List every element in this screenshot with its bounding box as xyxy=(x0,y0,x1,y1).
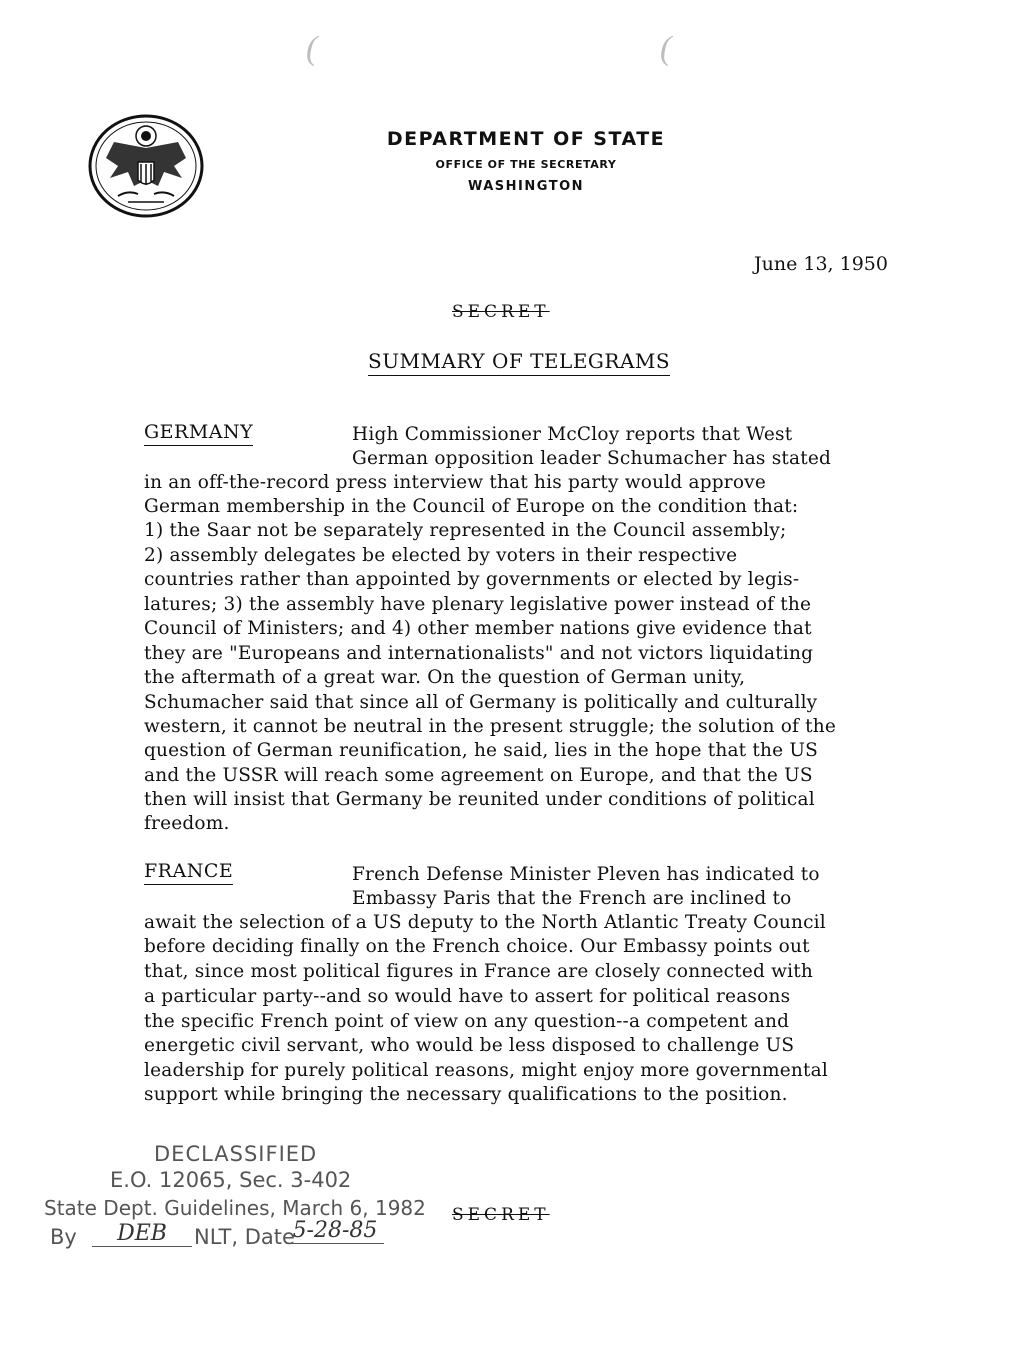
germany-line: question of German reunification, he said, lies in the hope that the US xyxy=(144,740,819,761)
declassified-stamp-guidelines: State Dept. Guidelines, March 6, 1982 xyxy=(44,1196,426,1220)
germany-line: 2) assembly delegates be elected by voters in their respective xyxy=(144,545,738,566)
letterhead-city: WASHINGTON xyxy=(467,179,585,194)
france-line: a particular party--and so would have to assert for political reasons xyxy=(144,986,791,1007)
germany-line: and the USSR will reach some agreement on Europe, and that the US xyxy=(144,765,813,786)
france-line: leadership for purely political reasons, might enjoy more governmental xyxy=(144,1060,828,1081)
declassified-stamp-by-label: By xyxy=(50,1225,77,1249)
germany-line: German membership in the Council of Europe on the condition that: xyxy=(144,496,799,517)
france-line: Embassy Paris that the French are inclined to xyxy=(352,888,792,909)
declassified-stamp-date: 5-28-85 xyxy=(286,1218,384,1244)
germany-line: western, it cannot be neutral in the present struggle; the solution of the xyxy=(144,716,837,737)
germany-line: then will insist that Germany be reunited under conditions of political xyxy=(144,789,815,810)
germany-line: they are "Europeans and internationalists" and not victors liquidating xyxy=(144,643,814,664)
declassified-stamp-nlt-label: NLT, Date xyxy=(194,1225,295,1249)
classification-bottom: SECRET xyxy=(452,1205,550,1225)
germany-line: German opposition leader Schumacher has stated xyxy=(352,448,832,469)
france-line: the specific French point of view on any question--a competent and xyxy=(144,1011,790,1032)
france-line: that, since most political figures in France are closely connected with xyxy=(144,961,813,982)
section-label-germany: GERMANY xyxy=(144,421,253,446)
germany-line: 1) the Saar not be separately represented in the Council assembly; xyxy=(144,520,787,541)
scan-mark-right: ( xyxy=(660,30,672,67)
document-date: June 13, 1950 xyxy=(754,253,888,275)
germany-line: High Commissioner McCloy reports that West xyxy=(352,424,793,445)
germany-line: Schumacher said that since all of Germany is politically and culturally xyxy=(144,692,818,713)
section-label-france: FRANCE xyxy=(144,860,233,885)
germany-line: the aftermath of a great war. On the question of German unity, xyxy=(144,667,746,688)
france-line: energetic civil servant, who would be less disposed to challenge US xyxy=(144,1035,795,1056)
germany-line: countries rather than appointed by governments or elected by legis- xyxy=(144,569,800,590)
declassified-stamp-heading: DECLASSIFIED xyxy=(154,1142,318,1166)
document-title: SUMMARY OF TELEGRAMS xyxy=(368,349,670,376)
declassified-stamp-initials: DEB xyxy=(92,1221,192,1247)
classification-top: SECRET xyxy=(452,302,550,322)
letterhead-department: DEPARTMENT OF STATE xyxy=(386,128,666,150)
department-of-state-seal-icon xyxy=(88,114,204,218)
germany-line: Council of Ministers; and 4) other member nations give evidence that xyxy=(144,618,812,639)
letterhead-office: OFFICE OF THE SECRETARY xyxy=(435,158,617,171)
declassified-stamp-authority: E.O. 12065, Sec. 3-402 xyxy=(110,1168,352,1192)
letterhead xyxy=(370,128,682,194)
germany-line: freedom. xyxy=(144,813,230,834)
france-line: support while bringing the necessary qualifications to the position. xyxy=(144,1084,788,1105)
france-line: await the selection of a US deputy to the North Atlantic Treaty Council xyxy=(144,912,826,933)
germany-line: latures; 3) the assembly have plenary legislative power instead of the xyxy=(144,594,812,615)
france-line: French Defense Minister Pleven has indicated to xyxy=(352,864,820,885)
scan-mark-left: ( xyxy=(306,30,318,67)
germany-line: in an off-the-record press interview that his party would approve xyxy=(144,472,766,493)
france-line: before deciding finally on the French choice. Our Embassy points out xyxy=(144,936,810,957)
